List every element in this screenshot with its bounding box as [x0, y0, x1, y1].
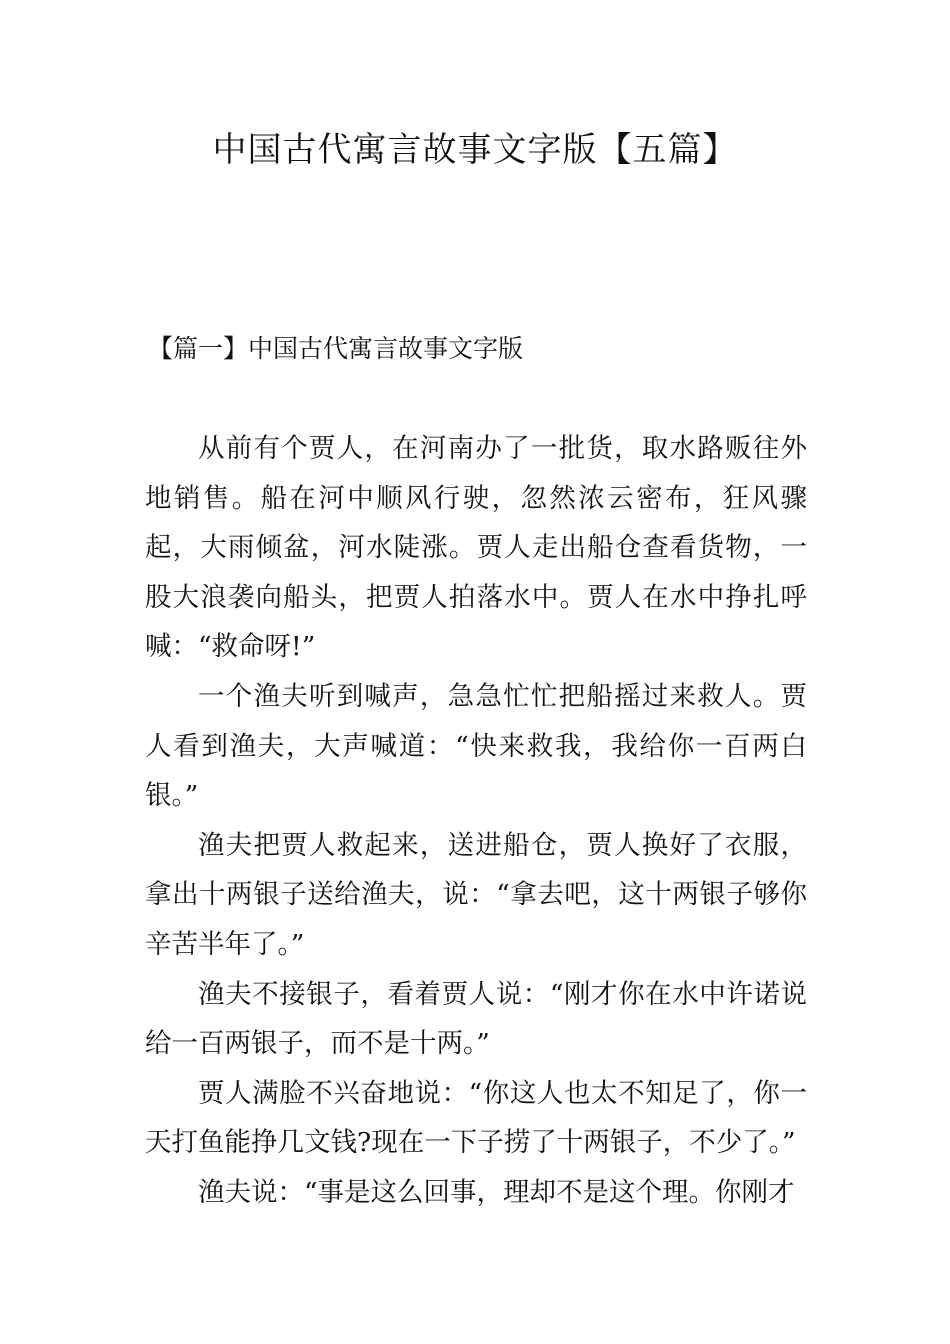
paragraph: 一个渔夫听到喊声，急急忙忙把船摇过来救人。贾人看到渔夫，大声喊道：“快来救我，我给你一百两白银。”	[145, 680, 807, 812]
paragraph: 渔夫把贾人救起来，送进船仓，贾人换好了衣服，拿出十两银子送给渔夫，说：“拿去吧，这十两银子够你辛苦半年了。”	[145, 829, 807, 960]
paragraph: 渔夫说：“事是这么回事，理却不是这个理。你刚才	[198, 1176, 795, 1208]
paragraph: 贾人满脸不兴奋地说：“你这人也太不知足了，你一天打鱼能挣几文钱?现在一下子捞了十两银子，不少了。”	[145, 1077, 807, 1159]
paragraph: 渔夫不接银子，看着贾人说：“刚才你在水中许诺说给一百两银子，而不是十两。”	[145, 978, 807, 1060]
document-title: 中国古代寓言故事文字版【五篇】	[212, 130, 738, 170]
section-heading: 【篇一】中国古代寓言故事文字版	[148, 334, 524, 363]
paragraph: 从前有个贾人，在河南办了一批货，取水路贩往外地销售。船在河中顺风行驶，忽然浓云密布，狂风骤起，大雨倾盆，河水陡涨。贾人走出船仓查看货物，一股大浪袭向船头，把贾人拍落水中。贾人在水中挣扎呼喊：“救命呀!”	[145, 433, 807, 663]
body-text	[145, 424, 807, 1218]
